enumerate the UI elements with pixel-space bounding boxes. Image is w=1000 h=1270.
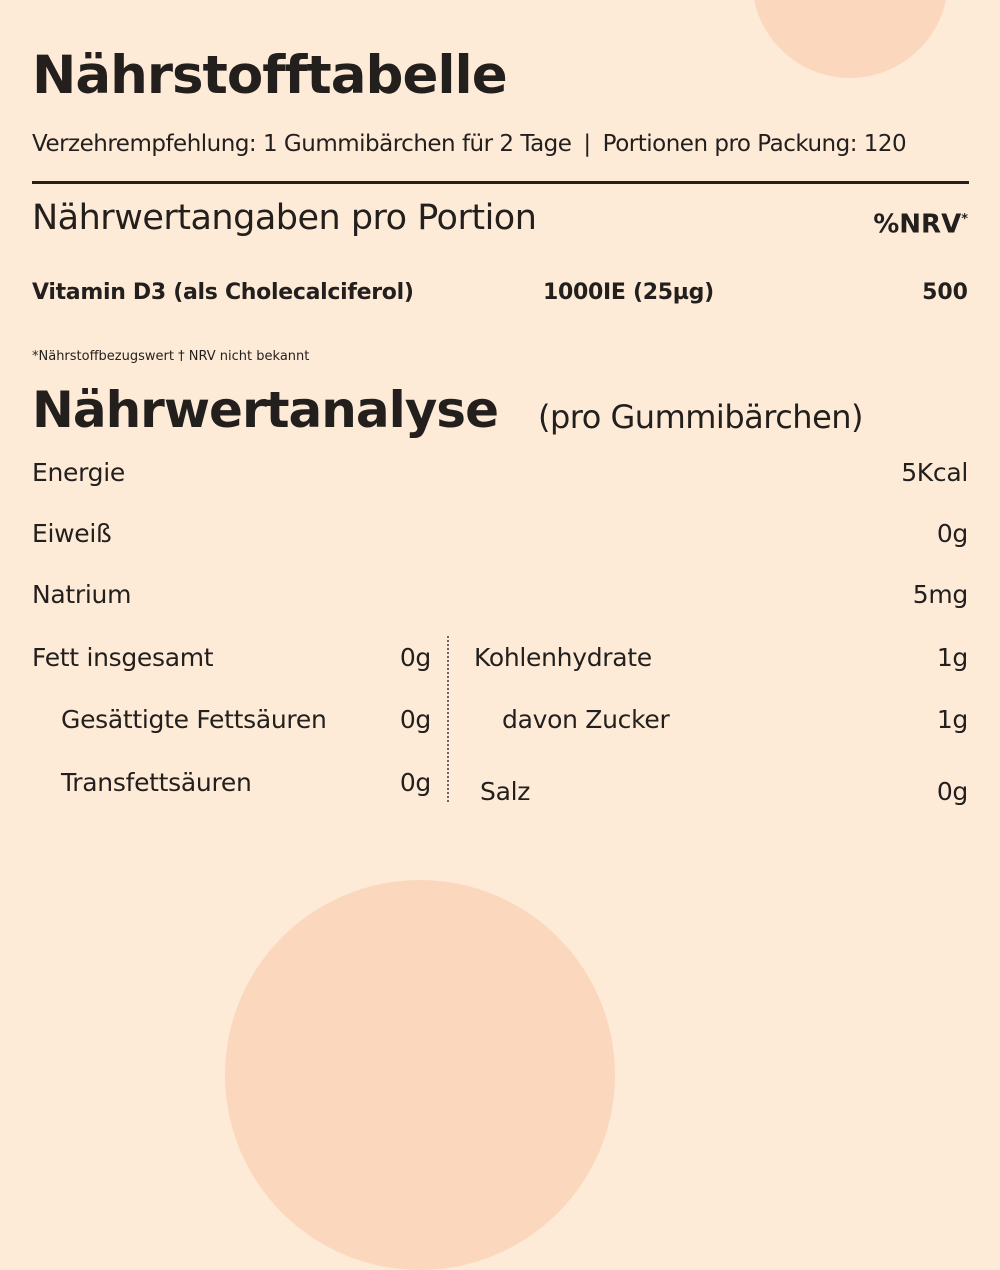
nrv-column-heading: [873, 202, 968, 243]
page-title: Nährstofftabelle: [32, 45, 507, 106]
nutrient-amount: 1000IE (25µg): [543, 280, 714, 305]
sodium-label: Natrium: [32, 580, 132, 609]
carbohydrates-value: 1g: [936, 643, 968, 672]
salt-value: 0g: [936, 777, 968, 806]
fat-total-value: 0g: [399, 643, 431, 672]
nutrient-nrv: 500: [922, 280, 968, 305]
separator: |: [583, 131, 591, 157]
protein-label: Eiweiß: [32, 519, 112, 548]
servings-text: Portionen pro Packung: 120: [602, 131, 907, 157]
fat-total-label: Fett insgesamt: [32, 643, 214, 672]
analysis-subtitle: (pro Gummibärchen): [538, 398, 864, 436]
divider-rule: [32, 181, 969, 184]
sodium-value: 5mg: [912, 580, 968, 609]
trans-fat-value: 0g: [399, 768, 431, 797]
nutrient-name: Vitamin D3 (als Cholecalciferol): [32, 280, 414, 305]
energy-value: 5Kcal: [901, 458, 968, 487]
analysis-title: Nährwertanalyse: [32, 381, 498, 439]
column-divider: [447, 636, 449, 802]
trans-fat-label: Transfettsäuren: [61, 768, 252, 797]
nrv-label: %NRV: [873, 209, 962, 240]
protein-value: 0g: [936, 519, 968, 548]
salt-label: Salz: [480, 777, 531, 806]
sugar-label: davon Zucker: [502, 705, 670, 734]
decorative-circle-top: [752, 0, 948, 78]
nrv-footnote-marker: *: [961, 212, 968, 227]
serving-info: [32, 128, 906, 160]
carbohydrates-label: Kohlenhydrate: [474, 643, 652, 672]
saturated-fat-value: 0g: [399, 705, 431, 734]
saturated-fat-label: Gesättigte Fettsäuren: [61, 705, 327, 734]
footnote: *Nährstoffbezugswert † NRV nicht bekannt: [32, 349, 310, 364]
sugar-value: 1g: [936, 705, 968, 734]
energy-label: Energie: [32, 458, 125, 487]
recommendation-text: Verzehrempfehlung: 1 Gummibärchen für 2 Tage: [32, 131, 572, 157]
decorative-circle-bottom: [225, 880, 615, 1270]
nutrient-table-heading: Nährwertangaben pro Portion: [32, 198, 537, 238]
